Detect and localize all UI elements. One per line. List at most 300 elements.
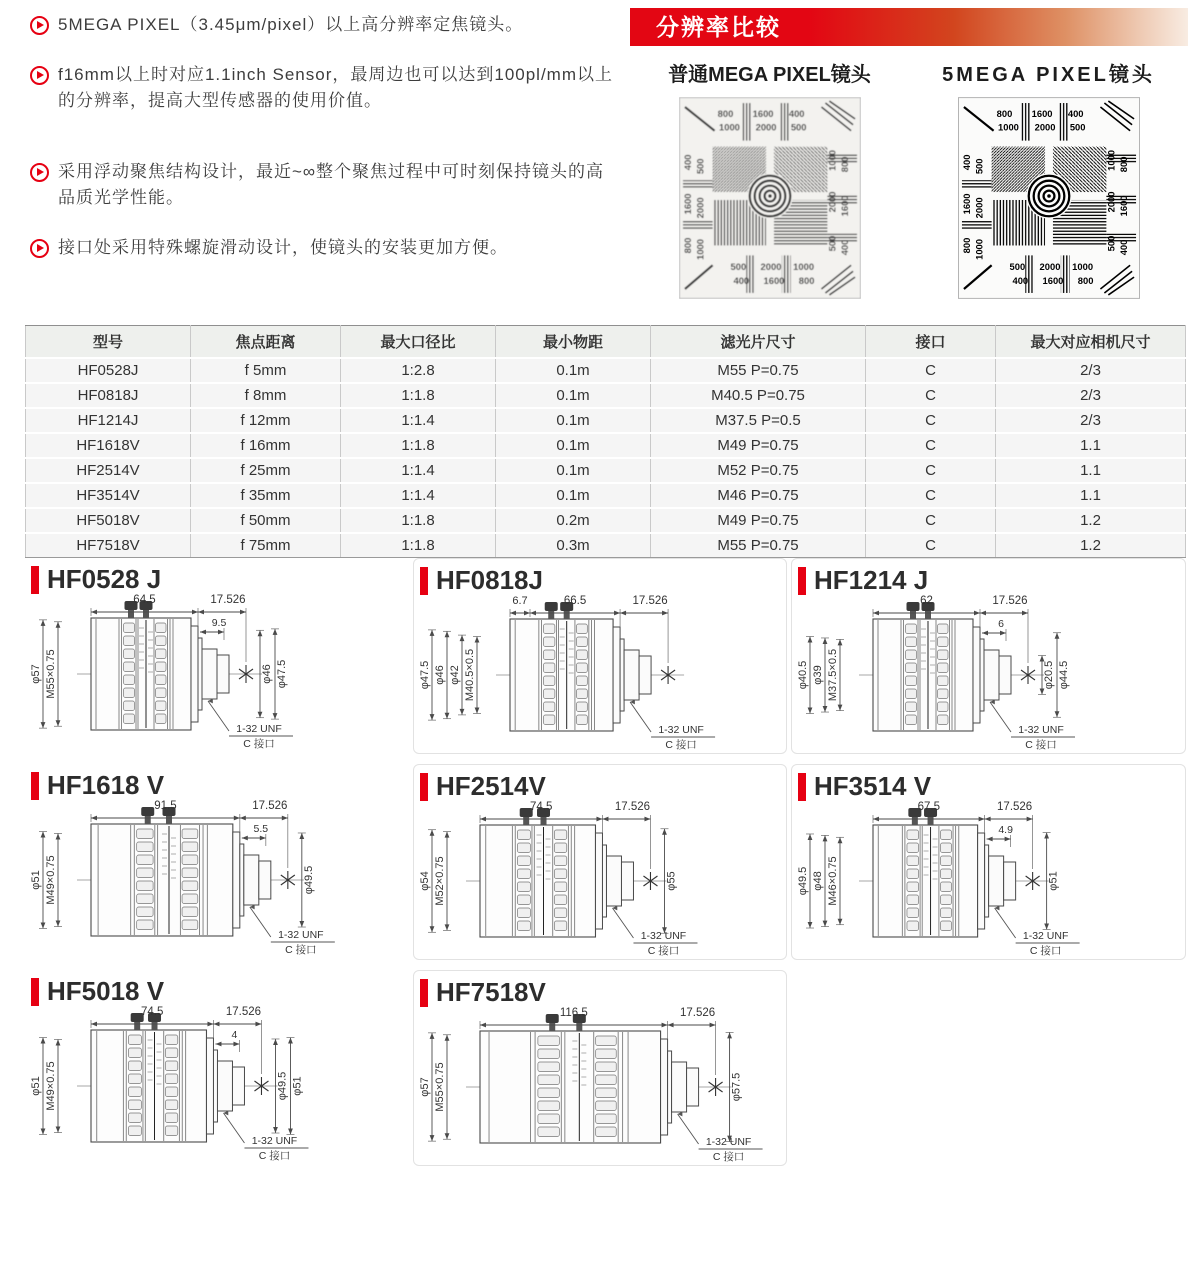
spec-cell: f 8mm xyxy=(191,383,341,408)
knurl-bead xyxy=(182,855,198,865)
lens-model-name: HF3514 V xyxy=(814,771,932,801)
dim-arrow xyxy=(823,638,828,644)
knurl-bead xyxy=(940,843,951,853)
dimension-label: 800 xyxy=(798,275,814,287)
drawing-line xyxy=(630,702,651,732)
mount-flange xyxy=(613,627,620,723)
knurl-bead xyxy=(137,855,153,865)
knurl-bead xyxy=(182,894,198,904)
dimension-label: 1600 xyxy=(681,193,693,215)
dimension-label: φ47.5 xyxy=(276,659,288,689)
knurl-bead xyxy=(156,662,167,672)
dimension-label: 500 xyxy=(973,158,985,175)
play-bullet-icon xyxy=(30,163,49,182)
dim-arrow xyxy=(980,611,986,616)
dim-arrow xyxy=(240,610,246,615)
knurl-bead xyxy=(938,715,949,725)
knurl-bead xyxy=(596,1049,617,1059)
spec-cell: f 50mm xyxy=(191,508,341,533)
feature-list xyxy=(30,12,618,261)
dim-arrow xyxy=(234,816,240,821)
mount-flange xyxy=(233,832,240,928)
lens-diagram-panel xyxy=(413,558,787,754)
knurl-bead xyxy=(576,715,587,725)
lens-model-name: HF0528 J xyxy=(47,564,162,594)
dimension-label: 62 xyxy=(920,595,933,607)
dimension-label: M37.5×0.5 xyxy=(827,648,839,702)
dim-arrow xyxy=(56,720,61,726)
knurl-bead xyxy=(128,1061,141,1071)
knurl-bead xyxy=(596,1114,617,1124)
dim-arrow xyxy=(273,1127,278,1133)
spec-table xyxy=(25,325,1186,558)
dim-arrow xyxy=(668,1023,674,1028)
dim-arrow xyxy=(873,611,879,616)
dimension-label: 74.5 xyxy=(141,1006,164,1018)
dim-arrow xyxy=(480,817,486,822)
dim-arrow xyxy=(240,816,246,821)
drawing-line xyxy=(250,907,271,937)
spec-table-row xyxy=(26,533,1186,558)
knurl-bead xyxy=(517,908,530,918)
dim-arrow xyxy=(620,611,626,616)
dim-arrow xyxy=(288,1038,293,1044)
lens-drawing xyxy=(30,594,293,750)
knurl-bead xyxy=(906,715,917,725)
mount-name-label: C 接口 xyxy=(647,945,680,957)
resolution-comparison-section xyxy=(630,8,1188,299)
spec-cell: HF0528J xyxy=(26,358,191,383)
thumbscrew-stem xyxy=(576,1023,582,1031)
knurl-bead xyxy=(940,869,951,879)
c-mount-tip xyxy=(621,862,633,900)
spec-cell: 1:1.8 xyxy=(341,533,496,558)
knurl-bead xyxy=(128,1035,141,1045)
thumbscrew-cap xyxy=(907,602,920,611)
lens-body xyxy=(480,1031,661,1143)
dimension-label: 800 xyxy=(838,156,850,173)
thumbscrew-stem xyxy=(523,817,529,825)
spec-cell: 0.1m xyxy=(496,433,651,458)
knurl-bead xyxy=(137,907,153,917)
mount-flange xyxy=(595,833,602,929)
dim-arrow xyxy=(1000,631,1006,636)
dim-arrow xyxy=(445,631,450,637)
knurl-bead xyxy=(596,1036,617,1046)
c-mount-cylinder xyxy=(217,1061,232,1111)
dimension-label: M49×0.75 xyxy=(45,1061,57,1111)
dim-arrow xyxy=(91,610,97,615)
mount-name-label: C 接口 xyxy=(285,944,317,956)
rect-element xyxy=(779,103,788,141)
feature-text: 接口处采用特殊螺旋滑动设计，使镜头的安装更加方便。 xyxy=(58,238,508,258)
dimension-label: 800 xyxy=(1077,275,1093,287)
spec-cell: C xyxy=(866,383,996,408)
dim-arrow xyxy=(710,1023,716,1028)
dim-arrow xyxy=(200,630,206,635)
dimension-label: 1000 xyxy=(825,149,837,171)
knurl-bead xyxy=(128,1113,141,1123)
dimension-label: 66.5 xyxy=(563,595,587,607)
c-mount-cylinder xyxy=(202,649,217,699)
spec-cell: HF0818J xyxy=(26,383,191,408)
dimension-label: 1600 xyxy=(763,275,784,287)
knurl-bead xyxy=(182,920,198,930)
dimension-label: 500 xyxy=(825,235,837,252)
feature-text: 5MEGA PIXEL（3.45μm/pixel）以上高分辨率定焦镜头。 xyxy=(58,15,524,34)
knurl-bead xyxy=(517,856,530,866)
dimension-label: 500 xyxy=(790,121,807,133)
knurl-bead xyxy=(165,1100,177,1110)
thumbscrew-cap xyxy=(546,1014,559,1023)
spec-cell: f 5mm xyxy=(191,358,341,383)
dim-arrow xyxy=(282,816,288,821)
spec-cell: 0.2m xyxy=(496,508,651,533)
dimension-label: 1000 xyxy=(1071,261,1093,273)
mount-thread-label: 1-32 UNF xyxy=(251,1135,298,1147)
mount-ring xyxy=(668,1051,672,1123)
knurl-bead xyxy=(538,1049,559,1059)
dim-arrow xyxy=(258,712,263,718)
dimension-label: 800 xyxy=(996,107,1012,119)
knurl-bead xyxy=(576,689,587,699)
dim-arrow xyxy=(198,610,204,615)
dimension-label: 500 xyxy=(1104,235,1116,252)
knurl-bead xyxy=(543,689,554,699)
resolution-charts xyxy=(630,56,1188,299)
knurl-bead xyxy=(940,856,951,866)
knurl-bead xyxy=(576,663,587,673)
dim-arrow xyxy=(823,835,828,841)
knurl-bead xyxy=(906,663,917,673)
dim-arrow xyxy=(445,924,450,930)
lens-body xyxy=(91,1030,206,1142)
drawing-line xyxy=(678,1114,699,1144)
dimension-label: φ20.5 xyxy=(1043,660,1055,690)
dim-arrow xyxy=(273,1039,278,1045)
lens-dimension-drawing xyxy=(794,589,1166,751)
knurl-bead xyxy=(165,1126,177,1136)
dimension-label: 1000 xyxy=(973,239,985,260)
spec-col-header: 接口 xyxy=(866,326,996,359)
lens-model-name: HF1618 V xyxy=(47,770,165,800)
spec-cell: 1:1.8 xyxy=(341,508,496,533)
knurl-bead xyxy=(137,842,153,852)
feature-item xyxy=(30,235,618,261)
knurl-bead xyxy=(907,921,919,931)
spec-cell: 1:1.4 xyxy=(341,408,496,433)
spec-cell: 0.1m xyxy=(496,408,651,433)
dimension-label: 2000 xyxy=(1104,191,1116,213)
dimension-label: 400 xyxy=(1067,107,1084,119)
dim-arrow xyxy=(727,1032,732,1038)
mount-ring xyxy=(980,639,984,711)
knurl-bead xyxy=(907,895,919,905)
dimension-label: 400 xyxy=(1011,275,1028,287)
knurl-bead xyxy=(165,1035,177,1045)
dimension-label: 1600 xyxy=(960,193,972,215)
spec-table-row xyxy=(26,383,1186,408)
knurl-bead xyxy=(906,702,917,712)
dimension-label: 17.526 xyxy=(997,801,1033,813)
spec-cell: M49 P=0.75 xyxy=(651,433,866,458)
spec-table-row xyxy=(26,483,1186,508)
spec-cell: HF2514V xyxy=(26,458,191,483)
spec-cell: 1.1 xyxy=(996,483,1186,508)
dim-arrow xyxy=(445,1133,450,1139)
mount-ring xyxy=(620,639,624,711)
dimension-label: 64.5 xyxy=(133,594,156,606)
dimension-label: 500 xyxy=(1069,121,1086,133)
dim-arrow xyxy=(662,1023,668,1028)
rect-element xyxy=(742,103,751,141)
dimension-label: M52×0.75 xyxy=(434,856,446,906)
c-mount-cylinder xyxy=(606,856,621,906)
lens-dimension-drawing xyxy=(416,1001,788,1163)
knurl-bead xyxy=(156,649,167,659)
spec-col-header: 焦点距离 xyxy=(191,326,341,359)
dimension-label: M55×0.75 xyxy=(434,1062,446,1112)
thumbscrew-stem xyxy=(925,611,931,619)
lens-diagram-panel xyxy=(25,970,409,1166)
dimension-label: 17.526 xyxy=(225,1006,262,1018)
spec-cell: 1.1 xyxy=(996,433,1186,458)
knurl-bead xyxy=(938,650,949,660)
play-bullet-icon xyxy=(30,239,49,258)
lens-drawing xyxy=(30,1006,308,1162)
dim-arrow xyxy=(299,833,304,839)
dim-arrow xyxy=(91,816,97,821)
knurl-bead xyxy=(576,624,587,634)
spec-cell: M37.5 P=0.5 xyxy=(651,408,866,433)
knurl-bead xyxy=(543,624,554,634)
spec-cell: 1:1.8 xyxy=(341,383,496,408)
dimension-label: 6.7 xyxy=(512,595,528,607)
dim-arrow xyxy=(808,834,813,840)
knurl-bead xyxy=(124,701,135,711)
knurl-bead xyxy=(137,881,153,891)
c-mount-tip xyxy=(217,655,229,693)
spec-table-header-row xyxy=(26,326,1186,359)
knurl-bead xyxy=(576,637,587,647)
lens-dimension-drawing xyxy=(27,794,399,956)
dimension-label: 1000 xyxy=(792,261,814,273)
spec-cell: 1.1 xyxy=(996,458,1186,483)
dim-arrow xyxy=(1040,656,1045,662)
rect-element xyxy=(682,180,712,189)
dimension-label: 1600 xyxy=(1042,275,1063,287)
lens-dimension-drawing xyxy=(416,589,788,751)
test-chart-body xyxy=(679,98,860,299)
c-mount-cylinder xyxy=(989,856,1004,906)
dimension-label: φ57 xyxy=(419,1077,431,1097)
knurl-bead xyxy=(137,868,153,878)
dim-arrow xyxy=(430,630,435,636)
mount-flange xyxy=(978,833,985,929)
dimension-label: 91.5 xyxy=(154,800,177,812)
knurl-bead xyxy=(554,895,566,905)
spec-cell: HF5018V xyxy=(26,508,191,533)
feature-item xyxy=(30,62,618,114)
knurl-bead xyxy=(156,701,167,711)
dimension-label: 400 xyxy=(681,154,693,171)
mount-name-label: C 接口 xyxy=(1025,739,1057,751)
dim-arrow xyxy=(644,817,650,822)
spec-cell: f 16mm xyxy=(191,433,341,458)
test-chart-body xyxy=(958,98,1139,299)
knurl-bead xyxy=(517,895,530,905)
knurl-bead xyxy=(938,663,949,673)
spec-cell: f 75mm xyxy=(191,533,341,558)
mount-name-label: C 接口 xyxy=(258,1150,291,1162)
lens-body xyxy=(873,825,978,937)
lens-drawing xyxy=(797,801,1080,957)
thumbscrew-stem xyxy=(541,817,547,825)
knurl-bead xyxy=(124,688,135,698)
mount-flange xyxy=(973,627,980,723)
knurl-bead xyxy=(124,662,135,672)
spec-cell: 2/3 xyxy=(996,358,1186,383)
dim-arrow xyxy=(430,1135,435,1141)
spec-table-row xyxy=(26,458,1186,483)
knurl-bead xyxy=(907,882,919,892)
lens-model-name: HF7518V xyxy=(436,977,546,1007)
knurl-bead xyxy=(538,1101,559,1111)
knurl-bead xyxy=(576,702,587,712)
dimension-label: φ49.5 xyxy=(302,865,315,895)
spec-col-header: 最小物距 xyxy=(496,326,651,359)
knurl-bead xyxy=(538,1127,559,1137)
mount-thread-label: 1-32 UNF xyxy=(658,724,704,736)
dimension-label: φ51 xyxy=(30,870,42,890)
dimension-label: 800 xyxy=(960,237,972,254)
knurl-bead xyxy=(517,830,530,840)
spec-cell: 0.3m xyxy=(496,533,651,558)
dim-arrow xyxy=(662,829,667,835)
spec-cell: 2/3 xyxy=(996,383,1186,408)
dimension-label: 400 xyxy=(1117,239,1129,256)
knurl-bead xyxy=(940,882,951,892)
knurl-bead xyxy=(165,1061,177,1071)
knurl-bead xyxy=(156,675,167,685)
knurl-bead xyxy=(538,1075,559,1085)
dimension-label: φ49.5 xyxy=(276,1071,289,1101)
dim-arrow xyxy=(41,1038,46,1044)
dimension-label: M49×0.75 xyxy=(45,855,57,905)
dim-arrow xyxy=(299,921,304,927)
knurl-bead xyxy=(538,1114,559,1124)
spec-cell: 1:1.4 xyxy=(341,483,496,508)
thumbscrew-stem xyxy=(910,611,916,619)
dimension-label: 400 xyxy=(732,275,749,287)
mount-name-label: C 接口 xyxy=(243,738,275,750)
knurl-bead xyxy=(554,830,566,840)
dimension-label: 4.9 xyxy=(998,824,1013,836)
resolution-banner: 分辨率比较 xyxy=(630,8,1188,46)
drawing-line xyxy=(223,1113,244,1143)
spec-cell: M55 P=0.75 xyxy=(651,358,866,383)
dim-arrow xyxy=(430,830,435,836)
lens-dimension-drawing xyxy=(27,588,399,750)
play-bullet-icon xyxy=(30,66,49,85)
knurl-bead xyxy=(907,869,919,879)
knurl-bead xyxy=(165,1113,177,1123)
dim-arrow xyxy=(273,629,278,635)
knurl-bead xyxy=(596,1088,617,1098)
knurl-bead xyxy=(165,1048,177,1058)
spec-cell: 1:1.4 xyxy=(341,458,496,483)
dimension-label: 400 xyxy=(788,107,805,119)
dim-arrow xyxy=(445,832,450,838)
circle-center-dot xyxy=(1047,194,1051,198)
knurl-bead xyxy=(517,869,530,879)
spec-cell: HF1618V xyxy=(26,433,191,458)
spec-table-row xyxy=(26,433,1186,458)
knurl-bead xyxy=(124,714,135,724)
dimension-label: 500 xyxy=(694,158,706,175)
knurl-bead xyxy=(156,623,167,633)
lens-body xyxy=(91,618,191,730)
dim-arrow xyxy=(510,611,516,616)
knurl-bead xyxy=(137,894,153,904)
knurl-bead xyxy=(182,881,198,891)
dim-arrow xyxy=(41,1128,46,1134)
dimension-label: 1600 xyxy=(1031,107,1053,119)
spec-cell: 0.1m xyxy=(496,383,651,408)
dimension-label: φ47.5 xyxy=(419,660,431,690)
spec-cell: f 35mm xyxy=(191,483,341,508)
knurl-bead xyxy=(907,908,919,918)
c-mount-tip xyxy=(999,656,1011,694)
knurl-bead xyxy=(596,1101,617,1111)
knurl-bead xyxy=(165,1074,177,1084)
knurl-bead xyxy=(543,676,554,686)
dim-arrow xyxy=(445,713,450,719)
dimension-label: φ46 xyxy=(261,664,273,684)
dim-arrow xyxy=(1027,817,1033,822)
drawing-line xyxy=(995,908,1016,938)
dim-arrow xyxy=(808,637,813,643)
drawing-line xyxy=(208,701,229,731)
c-mount-tip xyxy=(232,1067,244,1105)
c-mount-cylinder xyxy=(624,650,639,700)
spec-table-row xyxy=(26,508,1186,533)
dim-arrow xyxy=(56,622,61,628)
knurl-bead xyxy=(938,689,949,699)
dim-arrow xyxy=(258,630,263,636)
spec-cell: C xyxy=(866,458,996,483)
dim-arrow xyxy=(233,1042,239,1047)
spec-table-row xyxy=(26,408,1186,433)
knurl-bead xyxy=(538,1036,559,1046)
dimension-label: 500 xyxy=(1009,261,1025,273)
thumbscrew-stem xyxy=(549,1023,555,1031)
knurl-bead xyxy=(576,676,587,686)
rect-element xyxy=(682,220,712,230)
spec-cell: C xyxy=(866,408,996,433)
dim-arrow xyxy=(979,817,985,822)
knurl-bead xyxy=(554,908,566,918)
lens-diagram-panel xyxy=(413,970,787,1166)
thumbscrew-cap xyxy=(545,602,558,611)
mount-flange xyxy=(661,1039,668,1135)
mount-flange xyxy=(206,1038,213,1134)
dim-arrow xyxy=(273,713,278,719)
spec-cell: 0.1m xyxy=(496,458,651,483)
dim-arrow xyxy=(213,1022,219,1027)
spec-cell: C xyxy=(866,483,996,508)
lens-model-name: HF5018 V xyxy=(47,976,165,1006)
